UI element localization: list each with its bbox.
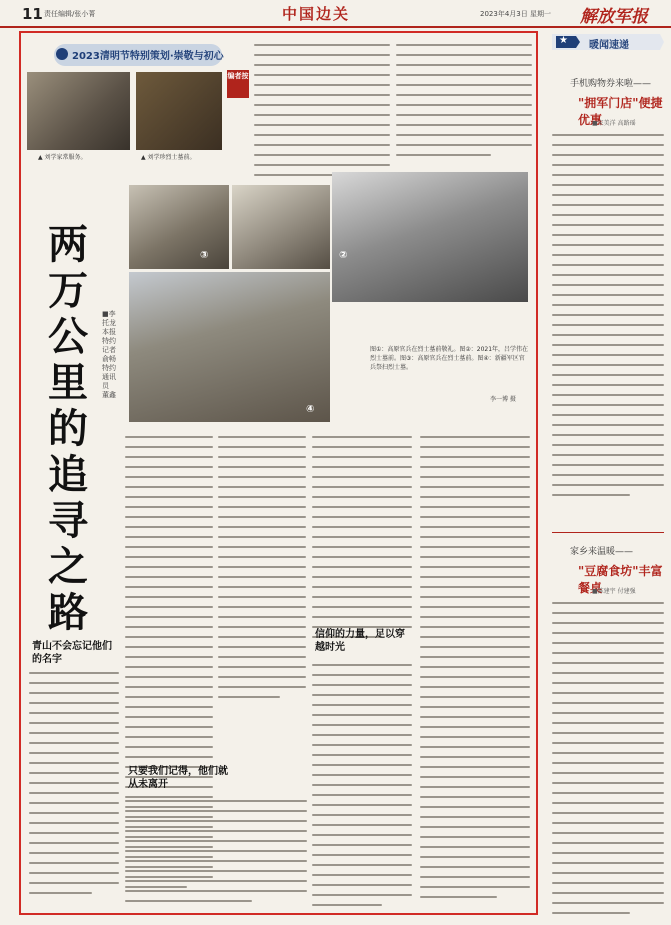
sidebar-byline-1: ■宋美洋 高路瑶 [592, 120, 636, 127]
section-title: 中国边关 [282, 5, 351, 23]
body-col-4-lower [312, 664, 412, 914]
page-number: 11 [22, 5, 43, 23]
photo-salute [129, 272, 330, 422]
photo-monument [332, 172, 528, 302]
feature-title: 两万公里的追寻之路 [48, 221, 88, 636]
caption-2: ▲ 刘学珍烈士墓前。 [141, 154, 196, 161]
body-col-2-lower [125, 800, 307, 910]
subhead-3: 信仰的力量，足以穿越时光 [315, 629, 405, 653]
banner-badge-icon [56, 48, 68, 60]
issue-date: 2023年4月3日 星期一 [480, 10, 551, 18]
intro-text-col-1 [254, 44, 390, 184]
caption-4: 李一博 摄 [490, 396, 516, 403]
sidebar-headline-1: "拥军门店"便捷优惠 [578, 96, 663, 127]
body-col-1 [29, 672, 119, 902]
photo-label-2: ② [339, 250, 348, 261]
photo-medals [136, 72, 222, 150]
body-col-3 [218, 436, 306, 706]
sidebar-byline-2: ■陈建宇 付建强 [592, 588, 636, 595]
sidebar-divider [552, 532, 664, 533]
sidebar-kicker-2: 家乡来温暖—— [570, 547, 634, 557]
caption-3: 图①：高原官兵在烈士墓前敬礼。图②：2021年，吕学伟在烈士墓前。图③：高原官兵在烈士墓前。图④：新疆军区官兵祭扫烈士墓。 [370, 346, 529, 371]
sidebar-kicker-1: 手机购物券来啦—— [570, 79, 652, 89]
intro-text-col-2 [396, 44, 532, 164]
editor-note-tag: 编者按 [227, 70, 249, 98]
photo-grave-1 [129, 185, 229, 269]
sidebar-column-title: 暖闻速递 [589, 40, 629, 51]
editor-credit: 责任编辑/张小菁 [44, 10, 96, 18]
banner-text: 2023清明节特别策划·崇敬与初心 [72, 51, 224, 62]
sidebar-body-1 [552, 134, 664, 504]
masthead-logo: 解放军报 [580, 7, 648, 27]
feature-byline: ■李托龙 本报特约记者 俞畅 特约通讯员 董鑫 [102, 310, 119, 399]
sidebar-body-2 [552, 602, 664, 922]
photo-soldier [27, 72, 130, 150]
sidebar-headline-2: "豆腐食坊"丰富餐桌 [578, 564, 663, 595]
subhead-1: 青山不会忘记他们的名字 [32, 641, 112, 665]
body-col-4 [312, 436, 412, 646]
caption-1: ▲ 刘学家常服务。 [38, 154, 87, 161]
photo-grave-2 [232, 185, 330, 269]
subhead-2: 只要我们记得，他们就从未离开 [128, 766, 228, 790]
photo-label-4: ④ [306, 404, 315, 415]
body-col-5 [420, 436, 530, 906]
sidebar-star-icon: ★ [559, 35, 568, 46]
photo-label-3: ③ [200, 250, 209, 261]
